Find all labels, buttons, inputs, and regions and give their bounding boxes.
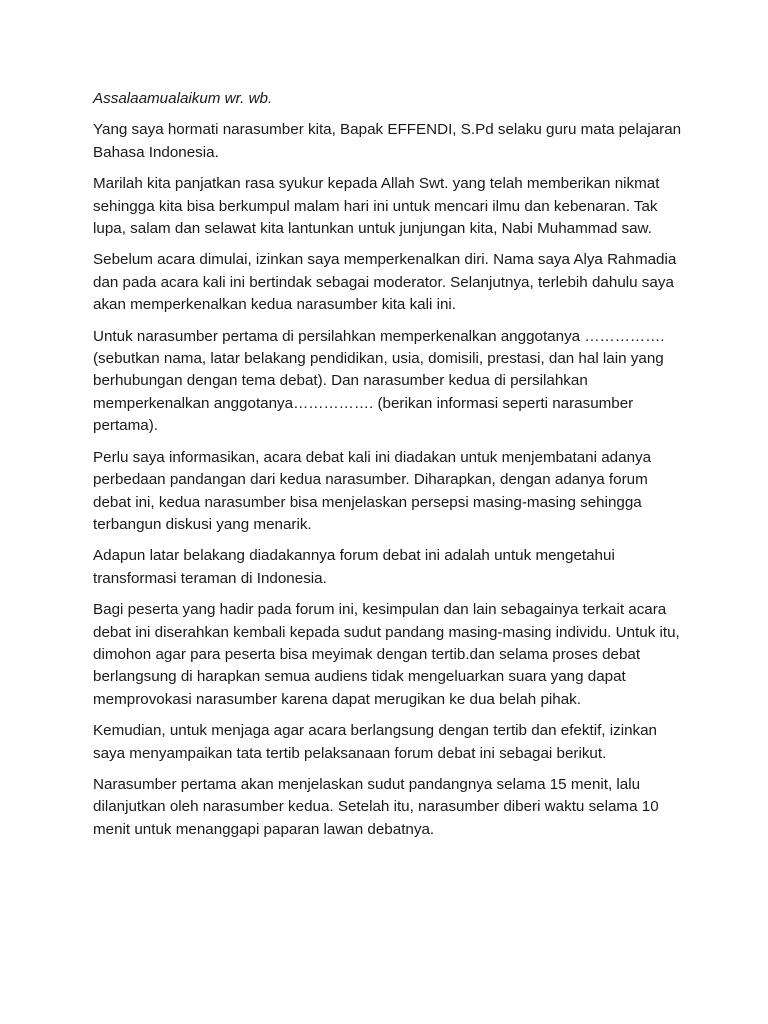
greeting-line: Assalaamualaikum wr. wb. [93,90,273,107]
paragraph-4: Untuk narasumber pertama di persilahkan memperkenalkan anggotanya ……………. (sebutkan nama, latar belakang pendidikan, usia, domisili, prestasi, dan hal lain yang berhubungan dengan tema debat). Dan narasumber kedua di persilahkan memperkenalkan anggotanya……………. (berikan informasi seperti narasumber pertama). [93,327,665,435]
paragraph-6: Adapun latar belakang diadakannya forum debat ini adalah untuk mengetahui transformasi teraman di Indonesia. [93,547,615,587]
paragraph-7: Bagi peserta yang hadir pada forum ini, kesimpulan dan lain sebagainya terkait acara debat ini diserahkan kembali kepada sudut pandang masing-masing individu. Untuk itu, dimohon agar para peserta bisa meyimak dengan tertib.dan selama proses debat berlangsung di harapkan semua audiens tidak mengeluarkan suara yang dapat memprovokasi narasumber karena dapat merugikan ke dua belah pihak. [93,601,680,708]
paragraph-3: Sebelum acara dimulai, izinkan saya memperkenalkan diri. Nama saya Alya Rahmadia dan pada acara kali ini bertindak sebagai moderator. Selanjutnya, terlebih dahulu saya akan memperkenalkan kedua narasumber kita kali ini. [93,251,677,314]
paragraph-1: Yang saya hormati narasumber kita, Bapak EFFENDI, S.Pd selaku guru mata pelajaran Bahasa Indonesia. [93,121,682,161]
paragraph-9: Narasumber pertama akan menjelaskan sudut pandangnya selama 15 menit, lalu dilanjutkan oleh narasumber kedua. Setelah itu, narasumber diberi waktu selama 10 menit untuk menanggapi paparan lawan debatnya. [93,775,659,838]
paragraph-2: Marilah kita panjatkan rasa syukur kepada Allah Swt. yang telah memberikan nikmat sehingga kita bisa berkumpul malam hari ini untuk mencari ilmu dan kebenaran. Tak lupa, salam dan selawat kita lantunkan untuk junjungan kita, Nabi Muhammad saw. [93,175,660,238]
document-body [93,88,683,850]
paragraph-5: Perlu saya informasikan, acara debat kali ini diadakan untuk menjembatani adanya perbedaan pandangan dari kedua narasumber. Diharapkan, dengan adanya forum debat ini, kedua narasumber bisa menjelaskan persepsi masing-masing sehingga terbangun diskusi yang menarik. [93,448,652,533]
paragraph-8: Kemudian, untuk menjaga agar acara berlangsung dengan tertib dan efektif, izinkan saya menyampaikan tata tertib pelaksanaan forum debat ini sebagai berikut. [93,722,657,762]
